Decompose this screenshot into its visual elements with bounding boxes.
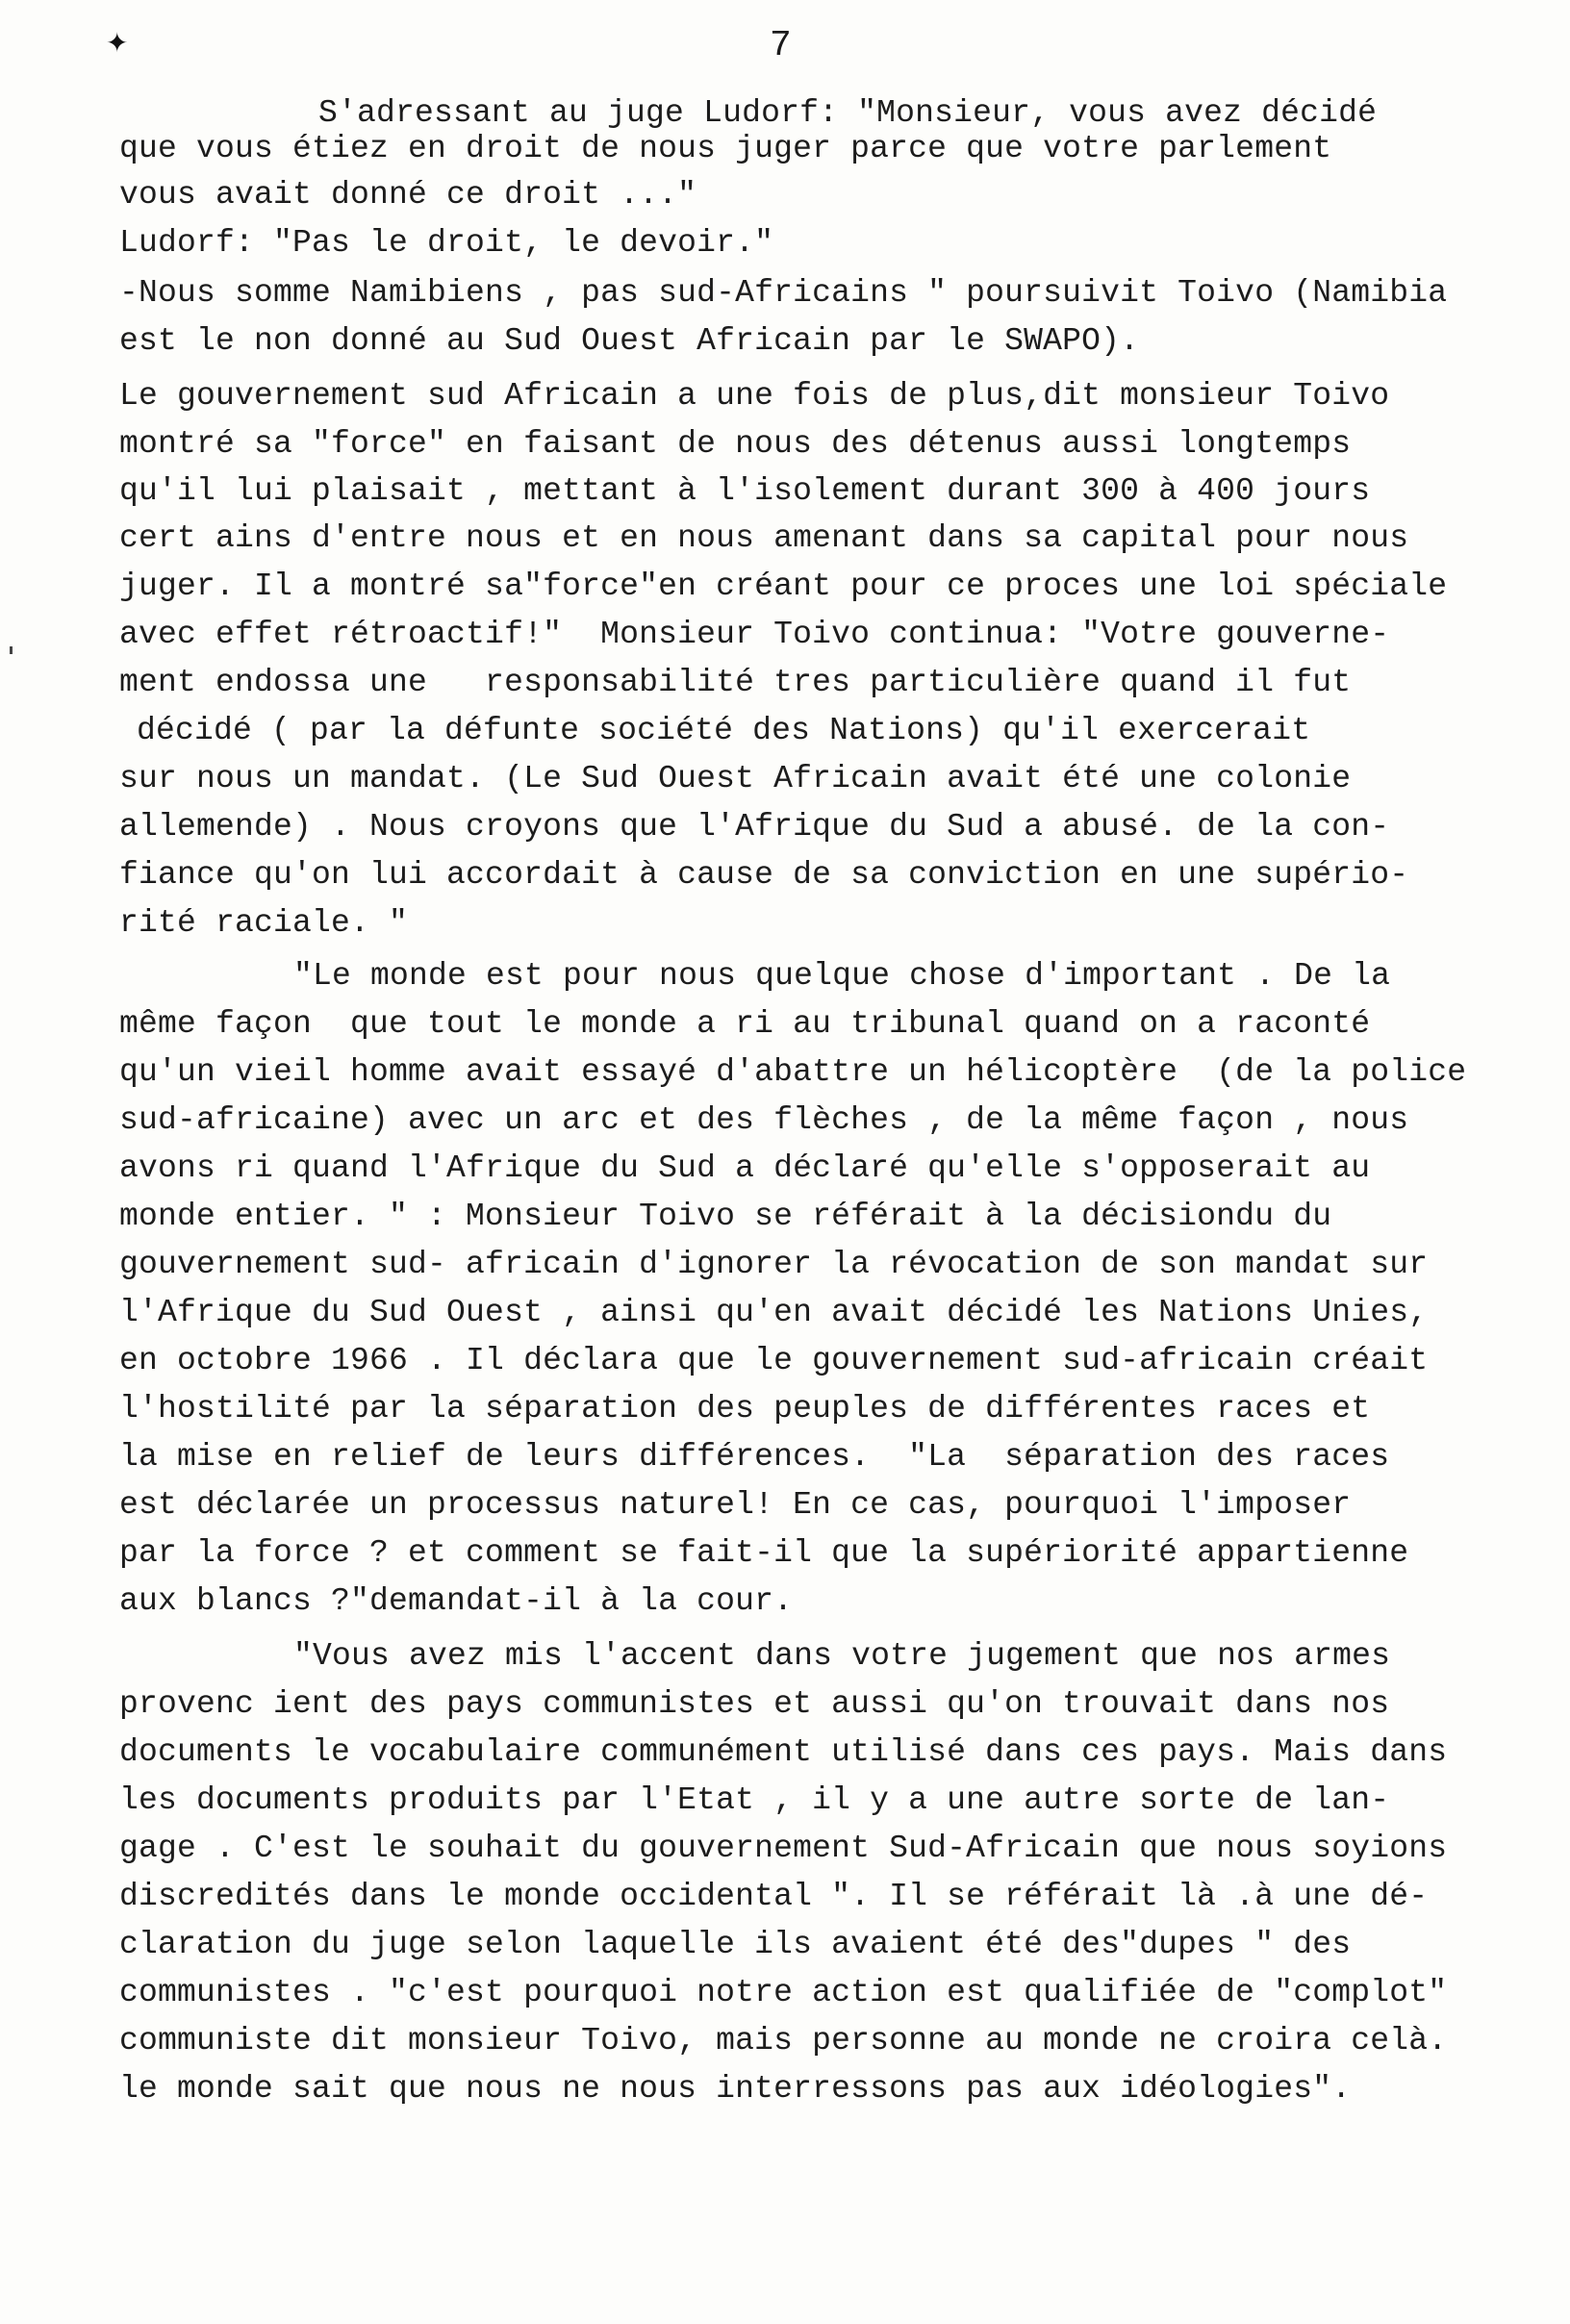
text-line: communistes . "c'est pourquoi notre action est qualifiée de "complot" xyxy=(119,1975,1448,2010)
ink-spot xyxy=(10,646,13,654)
text-line: en octobre 1966 . Il déclara que le gouvernement sud-africain créait xyxy=(119,1343,1429,1378)
text-line: avons ri quand l'Afrique du Sud a déclaré qu'elle s'opposerait au xyxy=(119,1150,1371,1186)
text-line: Ludorf: "Pas le droit, le devoir." xyxy=(119,225,774,261)
text-line: les documents produits par l'Etat , il y a une autre sorte de lan- xyxy=(119,1782,1390,1818)
text-line: aux blancs ?"demandat-il à la cour. xyxy=(119,1583,794,1619)
text-line: fiance qu'on lui accordait à cause de sa conviction en une supério- xyxy=(119,857,1409,893)
text-line: même façon que tout le monde a ri au tribunal quand on a raconté xyxy=(119,1006,1371,1042)
text-line: est déclarée un processus naturel! En ce cas, pourquoi l'imposer xyxy=(119,1487,1352,1523)
text-line: -Nous somme Namibiens , pas sud-Africains " poursuivit Toivo (Namibia xyxy=(119,275,1448,311)
text-line: juger. Il a montré sa"force"en créant pour ce proces une loi spéciale xyxy=(119,568,1448,604)
text-line: décidé ( par la défunte société des Nations) qu'il exercerait xyxy=(137,713,1311,748)
text-line: par la force ? et comment se fait-il que la supériorité appartienne xyxy=(119,1535,1409,1571)
text-line: communiste dit monsieur Toivo, mais personne au monde ne croira celà. xyxy=(119,2023,1448,2059)
text-line: "Le monde est pour nous quelque chose d'important . De la xyxy=(293,958,1391,994)
text-line: discredités dans le monde occidental ". Il se référait là .à une dé- xyxy=(119,1879,1429,1914)
text-line: monde entier. " : Monsieur Toivo se référait à la décisiondu du xyxy=(119,1199,1332,1234)
text-line: vous avait donné ce droit ..." xyxy=(119,177,697,213)
text-line: ment endossa une responsabilité tres particulière quand il fut xyxy=(119,665,1352,700)
text-line: rité raciale. " xyxy=(119,905,409,941)
text-line: avec effet rétroactif!" Monsieur Toivo continua: "Votre gouverne- xyxy=(119,617,1390,652)
text-line: provenc ient des pays communistes et aussi qu'on trouvait dans nos xyxy=(119,1686,1390,1722)
text-line: claration du juge selon laquelle ils avaient été des"dupes " des xyxy=(119,1927,1352,1962)
text-line: gage . C'est le souhait du gouvernement Sud-Africain que nous soyions xyxy=(119,1831,1448,1866)
text-line: la mise en relief de leurs différences. "La séparation des races xyxy=(119,1439,1390,1475)
text-line: l'Afrique du Sud Ouest , ainsi qu'en avait décidé les Nations Unies, xyxy=(119,1295,1429,1330)
text-line: l'hostilité par la séparation des peuples de différentes races et xyxy=(119,1391,1371,1427)
text-line: sud-africaine) avec un arc et des flèches , de la même façon , nous xyxy=(119,1102,1409,1138)
text-line: le monde sait que nous ne nous interressons pas aux idéologies". xyxy=(119,2071,1352,2107)
text-line: qu'il lui plaisait , mettant à l'isolement durant 300 à 400 jours xyxy=(119,473,1371,509)
text-line: "Vous avez mis l'accent dans votre jugement que nos armes xyxy=(293,1638,1391,1674)
text-line: S'adressant au juge Ludorf: "Monsieur, vous avez décidé xyxy=(318,95,1378,131)
corner-ink-mark: ✦ xyxy=(106,27,129,59)
text-line: allemende) . Nous croyons que l'Afrique du Sud a abusé. de la con- xyxy=(119,809,1390,845)
text-line: documents le vocabulaire communément utilisé dans ces pays. Mais dans xyxy=(119,1734,1448,1770)
text-line: qu'un vieil homme avait essayé d'abattre un hélicoptère (de la police xyxy=(119,1054,1467,1090)
text-line: que vous étiez en droit de nous juger parce que votre parlement xyxy=(119,131,1332,166)
text-line: est le non donné au Sud Ouest Africain par le SWAPO). xyxy=(119,323,1140,359)
text-line: sur nous un mandat. (Le Sud Ouest Africain avait été une colonie xyxy=(119,761,1352,796)
page-number: 7 xyxy=(770,25,792,66)
text-line: Le gouvernement sud Africain a une fois de plus,dit monsieur Toivo xyxy=(119,378,1390,414)
text-line: gouvernement sud- africain d'ignorer la révocation de son mandat sur xyxy=(119,1247,1429,1282)
text-line: montré sa "force" en faisant de nous des détenus aussi longtemps xyxy=(119,426,1352,462)
text-line: cert ains d'entre nous et en nous amenant dans sa capital pour nous xyxy=(119,520,1409,556)
